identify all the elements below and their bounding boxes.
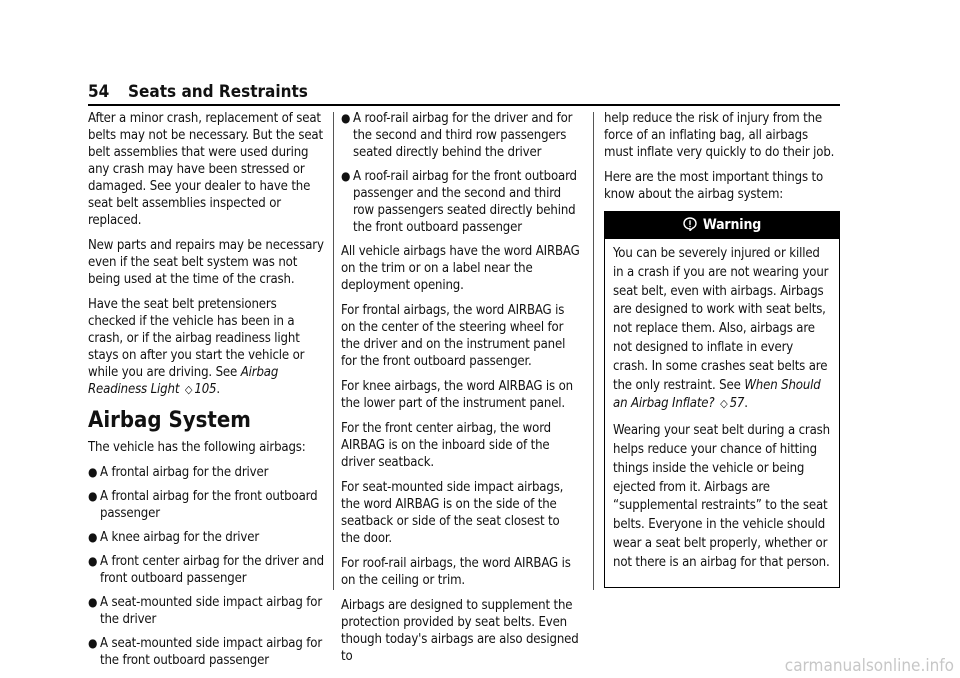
paragraph: For the front center airbag, the word AIRBAG is on the inboard side of the driver seatback. — [341, 421, 551, 470]
list-item: ● A frontal airbag for the driver — [88, 465, 269, 480]
paragraph-pretensioners: Have the seat belt pretensioners checked if the vehicle has been in a crash, or if the airbag readiness light stays on after you start the vehicle or while you are driving. See Airbag Readiness Light ◇ 105. — [88, 297, 305, 397]
list-item: ● A roof-rail airbag for the front outboard passenger and the second and third row passengers seated directly behind the front outboard passenger — [341, 169, 577, 235]
paragraph-important-things: Here are the most important things to know about the airbag system: — [604, 170, 824, 202]
warning-title: Warning — [702, 217, 762, 233]
bullet-icon: ● — [88, 636, 98, 650]
paragraph: For knee airbags, the word AIRBAG is on the lower part of the instrument panel. — [341, 379, 573, 411]
watermark: carmanualsonline.info — [784, 656, 954, 676]
when-should-airbag-inflate-link[interactable]: When Should an Airbag Inflate? — [613, 377, 821, 412]
list-item: ● A knee airbag for the driver — [88, 530, 260, 545]
bullet-icon: ● — [88, 489, 98, 503]
bullet-icon: ● — [88, 465, 98, 479]
roof-rail-list — [341, 110, 581, 236]
paragraph: For seat-mounted side impact airbags, the word AIRBAG is on the side of the seatback or side of the seat closest to the door. — [341, 480, 564, 546]
list-item: ● A frontal airbag for the front outboard passenger — [88, 489, 318, 521]
warning-box — [604, 211, 840, 588]
header-rule — [88, 104, 840, 106]
paragraph: All vehicle airbags have the word AIRBAG on the trim or on a label near the deployment opening. — [341, 244, 580, 293]
paragraph: For frontal airbags, the word AIRBAG is on the center of the steering wheel for the driver and on the instrument panel for the front outboard passenger. — [341, 303, 566, 369]
airbag-intro: The vehicle has the following airbags: — [88, 440, 306, 455]
warning-header — [605, 212, 839, 239]
page-number: 54 — [88, 82, 110, 102]
bullet-icon: ● — [341, 111, 351, 125]
list-item: ● A seat-mounted side impact airbag for the front outboard passenger — [88, 636, 323, 668]
paragraph-new-parts: New parts and repairs may be necessary even if the seat belt system was not being used at the time of the crash. — [88, 238, 324, 287]
column-divider-2 — [593, 112, 594, 590]
airbag-system-heading: Airbag System — [88, 408, 251, 433]
warning-paragraph-1: You can be severely injured or killed in a crash if you are not wearing your seat belt, even with airbags. Airbags are designed to work with seat belts, not replace them. Also, airbags are not designed to inflate in every crash. In some crashes seat belts are the only restraint. See When Should an Airbag Inflate? ◇ 57. — [613, 246, 829, 412]
warning-body — [605, 239, 839, 587]
paragraph-minor-crash: After a minor crash, replacement of seat belts may not be necessary. But the seat belt assemblies that were used during any crash may have been stressed or damaged. See your dealer to have the seat belt assemblies inspected or replaced. — [88, 111, 323, 228]
pretensioners-text: Have the seat belt pretensioners checked if the vehicle has been in a crash, or if the airbag readiness light stays on after you start the vehicle or while you are driving. See — [88, 297, 305, 380]
column-3 — [604, 110, 840, 588]
when-should-airbag-inflate-page[interactable]: 57 — [729, 396, 745, 412]
list-item: ● A front center airbag for the driver and front outboard passenger — [88, 554, 324, 586]
airbag-readiness-link[interactable]: Airbag Readiness Light — [88, 365, 279, 397]
airbag-readiness-page[interactable]: 105 — [194, 382, 217, 397]
bullet-icon: ● — [88, 554, 98, 568]
warning-icon — [683, 212, 697, 239]
column-1 — [88, 110, 326, 676]
bullet-icon: ● — [341, 169, 351, 183]
bullet-icon: ● — [88, 530, 98, 544]
page-reference-icon: ◇ — [184, 383, 193, 396]
page-reference-icon: ◇ — [720, 397, 728, 411]
column-2 — [341, 110, 581, 673]
airbag-list — [88, 464, 326, 669]
bullet-icon: ● — [88, 595, 98, 609]
list-item: ● A roof-rail airbag for the driver and for the second and third row passengers seated directly behind the driver — [341, 111, 573, 160]
paragraph: Airbags are designed to supplement the protection provided by seat belts. Even though today's airbags are also designed to — [341, 598, 579, 664]
column-divider-1 — [333, 112, 334, 590]
paragraph-inflate: help reduce the risk of injury from the force of an inflating bag, all airbags must inflate very quickly to do their job. — [604, 111, 835, 160]
paragraph: For roof-rail airbags, the word AIRBAG is on the ceiling or trim. — [341, 556, 571, 588]
page-header — [88, 80, 840, 106]
warning-paragraph-2: Wearing your seat belt during a crash helps reduce your chance of hitting things inside the vehicle or being ejected from it. Airbags are “supplemental restraints” to the seat belts. Everyone in the vehicle should wear a seat belt properly, whether or not there is an airbag for that person. — [613, 423, 830, 570]
list-item: ● A seat-mounted side impact airbag for the driver — [88, 595, 323, 627]
section-title: Seats and Restraints — [128, 82, 308, 102]
